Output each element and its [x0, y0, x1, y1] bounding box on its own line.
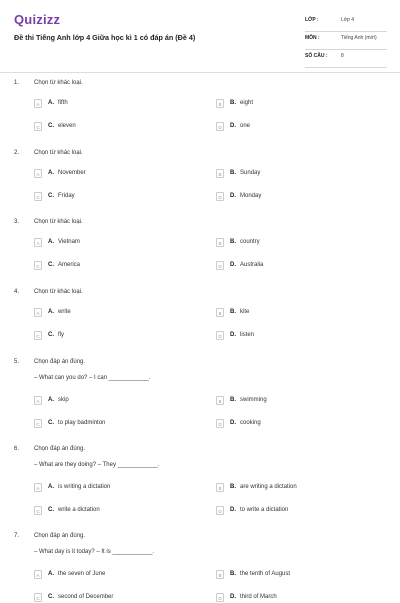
answer-option-b[interactable]	[216, 483, 386, 493]
answer-option-a[interactable]	[34, 308, 204, 318]
answer-option-c[interactable]	[34, 192, 204, 202]
option-checkbox[interactable]: D	[216, 331, 224, 340]
answer-option-c[interactable]	[34, 261, 204, 271]
option-text: Friday	[58, 193, 75, 199]
option-checkbox[interactable]: D	[216, 122, 224, 131]
option-text: is writing a dictation	[58, 484, 111, 490]
answer-option-a[interactable]	[34, 396, 204, 406]
option-checkbox[interactable]: A	[34, 308, 42, 317]
option-checkbox[interactable]: A	[34, 169, 42, 178]
option-letter: D.	[230, 262, 236, 268]
question-number: 6.	[14, 446, 20, 452]
answer-option-a[interactable]	[34, 99, 204, 109]
option-checkbox[interactable]: A	[34, 396, 42, 405]
option-text: one	[240, 123, 251, 129]
question-number: 7.	[14, 533, 20, 539]
option-text: country	[240, 239, 260, 245]
answer-option-d[interactable]	[216, 419, 386, 429]
option-text: are writing a dictation	[240, 484, 297, 490]
option-text: Vietnam	[58, 239, 80, 245]
option-text: second of December	[58, 594, 114, 600]
meta-value: Tiếng Anh (mới)	[341, 35, 377, 41]
answer-option-a[interactable]	[34, 483, 204, 493]
option-checkbox[interactable]: D	[216, 192, 224, 201]
meta-key: MÔN :	[305, 35, 320, 41]
option-checkbox[interactable]: B	[216, 396, 224, 405]
quizizz-logo: Quizizz	[14, 12, 61, 27]
option-checkbox[interactable]: B	[216, 570, 224, 579]
option-checkbox[interactable]: D	[216, 261, 224, 270]
option-checkbox[interactable]: B	[216, 308, 224, 317]
answer-option-d[interactable]	[216, 261, 386, 271]
option-checkbox[interactable]: C	[34, 331, 42, 340]
option-text: November	[58, 170, 86, 176]
meta-table	[305, 14, 387, 68]
meta-row-subject	[305, 32, 387, 50]
answer-option-c[interactable]	[34, 593, 204, 603]
meta-key: LỚP :	[305, 17, 319, 23]
question-sentence: – What are they doing? – They ____________.	[34, 462, 160, 468]
option-letter: B.	[230, 571, 236, 577]
option-letter: A.	[48, 239, 54, 245]
option-text: Australia	[240, 262, 264, 268]
option-checkbox[interactable]: B	[216, 99, 224, 108]
option-text: eleven	[58, 123, 76, 129]
option-text: fly	[58, 332, 64, 338]
option-letter: A.	[48, 397, 54, 403]
option-checkbox[interactable]: C	[34, 122, 42, 131]
question-prompt: Chọn từ khác loại.	[34, 219, 83, 225]
option-text: third of March	[240, 594, 277, 600]
option-letter: A.	[48, 170, 54, 176]
option-text: eight	[240, 100, 254, 106]
header-divider	[0, 72, 400, 73]
option-letter: C.	[48, 594, 54, 600]
option-letter: C.	[48, 123, 54, 129]
option-letter: A.	[48, 571, 54, 577]
question-number: 2.	[14, 150, 20, 156]
option-letter: D.	[230, 507, 236, 513]
option-text: cooking	[240, 420, 261, 426]
question-prompt: Chọn từ khác loại.	[34, 80, 83, 86]
question-number: 1.	[14, 80, 20, 86]
option-text: Monday	[240, 193, 262, 199]
option-letter: B.	[230, 170, 236, 176]
option-checkbox[interactable]: D	[216, 506, 224, 515]
answer-option-c[interactable]	[34, 331, 204, 341]
question-prompt: Chọn đáp án đúng.	[34, 533, 86, 539]
answer-option-b[interactable]	[216, 570, 386, 580]
option-checkbox[interactable]: C	[34, 261, 42, 270]
meta-value: Lớp 4	[341, 17, 355, 23]
option-text: listen	[240, 332, 255, 338]
document-title: Đề thi Tiếng Anh lớp 4 Giữa học kì 1 có đáp án (Đề 4)	[14, 33, 196, 42]
meta-row-count	[305, 50, 387, 68]
option-letter: B.	[230, 239, 236, 245]
option-letter: B.	[230, 100, 236, 106]
option-checkbox[interactable]: B	[216, 483, 224, 492]
option-text: America	[58, 262, 81, 268]
option-checkbox[interactable]: B	[216, 169, 224, 178]
answer-option-d[interactable]	[216, 593, 386, 603]
question-prompt: Chọn đáp án đúng.	[34, 359, 86, 365]
answer-option-b[interactable]	[216, 308, 386, 318]
question-sentence: – What day is it today? – It is ____________.	[34, 549, 155, 555]
option-letter: A.	[48, 100, 54, 106]
option-letter: B.	[230, 484, 236, 490]
option-letter: C.	[48, 193, 54, 199]
question-prompt: Chọn từ khác loại.	[34, 289, 83, 295]
answer-option-c[interactable]	[34, 122, 204, 132]
option-letter: D.	[230, 332, 236, 338]
option-text: swimming	[240, 397, 267, 403]
answer-option-c[interactable]	[34, 419, 204, 429]
meta-value: 8	[341, 53, 344, 59]
option-letter: C.	[48, 262, 54, 268]
option-text: to play badminton	[58, 420, 106, 426]
option-text: write a dictation	[58, 507, 100, 513]
option-checkbox[interactable]: A	[34, 99, 42, 108]
option-checkbox[interactable]: B	[216, 238, 224, 247]
question-prompt: Chọn đáp án đúng.	[34, 446, 86, 452]
option-letter: C.	[48, 332, 54, 338]
option-letter: C.	[48, 507, 54, 513]
option-checkbox[interactable]: D	[216, 593, 224, 602]
meta-row-class	[305, 14, 387, 32]
question-number: 3.	[14, 219, 20, 225]
option-letter: B.	[230, 397, 236, 403]
option-checkbox[interactable]: A	[34, 238, 42, 247]
option-checkbox[interactable]: C	[34, 419, 42, 428]
option-text: skip	[58, 397, 69, 403]
answer-option-d[interactable]	[216, 122, 386, 132]
question-sentence: – What can you do? – I can ____________.	[34, 375, 151, 381]
option-letter: C.	[48, 420, 54, 426]
answer-option-a[interactable]	[34, 169, 204, 179]
option-text: the tenth of August	[240, 571, 291, 577]
option-text: write	[58, 309, 71, 315]
answer-option-d[interactable]	[216, 192, 386, 202]
option-letter: D.	[230, 594, 236, 600]
answer-option-b[interactable]	[216, 396, 386, 406]
option-text: fifth	[58, 100, 68, 106]
question-number: 5.	[14, 359, 20, 365]
option-letter: A.	[48, 484, 54, 490]
option-letter: D.	[230, 193, 236, 199]
option-text: Sunday	[240, 170, 261, 176]
answer-option-b[interactable]	[216, 169, 386, 179]
meta-key: SỐ CÂU :	[305, 53, 328, 59]
option-checkbox[interactable]: A	[34, 483, 42, 492]
answer-option-b[interactable]	[216, 99, 386, 109]
option-checkbox[interactable]: C	[34, 506, 42, 515]
answer-option-c[interactable]	[34, 506, 204, 516]
option-checkbox[interactable]: C	[34, 593, 42, 602]
question-number: 4.	[14, 289, 20, 295]
option-text: kite	[240, 309, 250, 315]
option-checkbox[interactable]: A	[34, 570, 42, 579]
option-letter: A.	[48, 309, 54, 315]
option-letter: D.	[230, 420, 236, 426]
answer-option-a[interactable]	[34, 238, 204, 248]
option-text: the seven of June	[58, 571, 106, 577]
answer-option-b[interactable]	[216, 238, 386, 248]
option-letter: D.	[230, 123, 236, 129]
answer-option-d[interactable]	[216, 331, 386, 341]
option-letter: B.	[230, 309, 236, 315]
answer-option-a[interactable]	[34, 570, 204, 580]
question-prompt: Chọn từ khác loại.	[34, 150, 83, 156]
answer-option-d[interactable]	[216, 506, 386, 516]
option-checkbox[interactable]: D	[216, 419, 224, 428]
option-checkbox[interactable]: C	[34, 192, 42, 201]
option-text: to write a dictation	[240, 507, 289, 513]
